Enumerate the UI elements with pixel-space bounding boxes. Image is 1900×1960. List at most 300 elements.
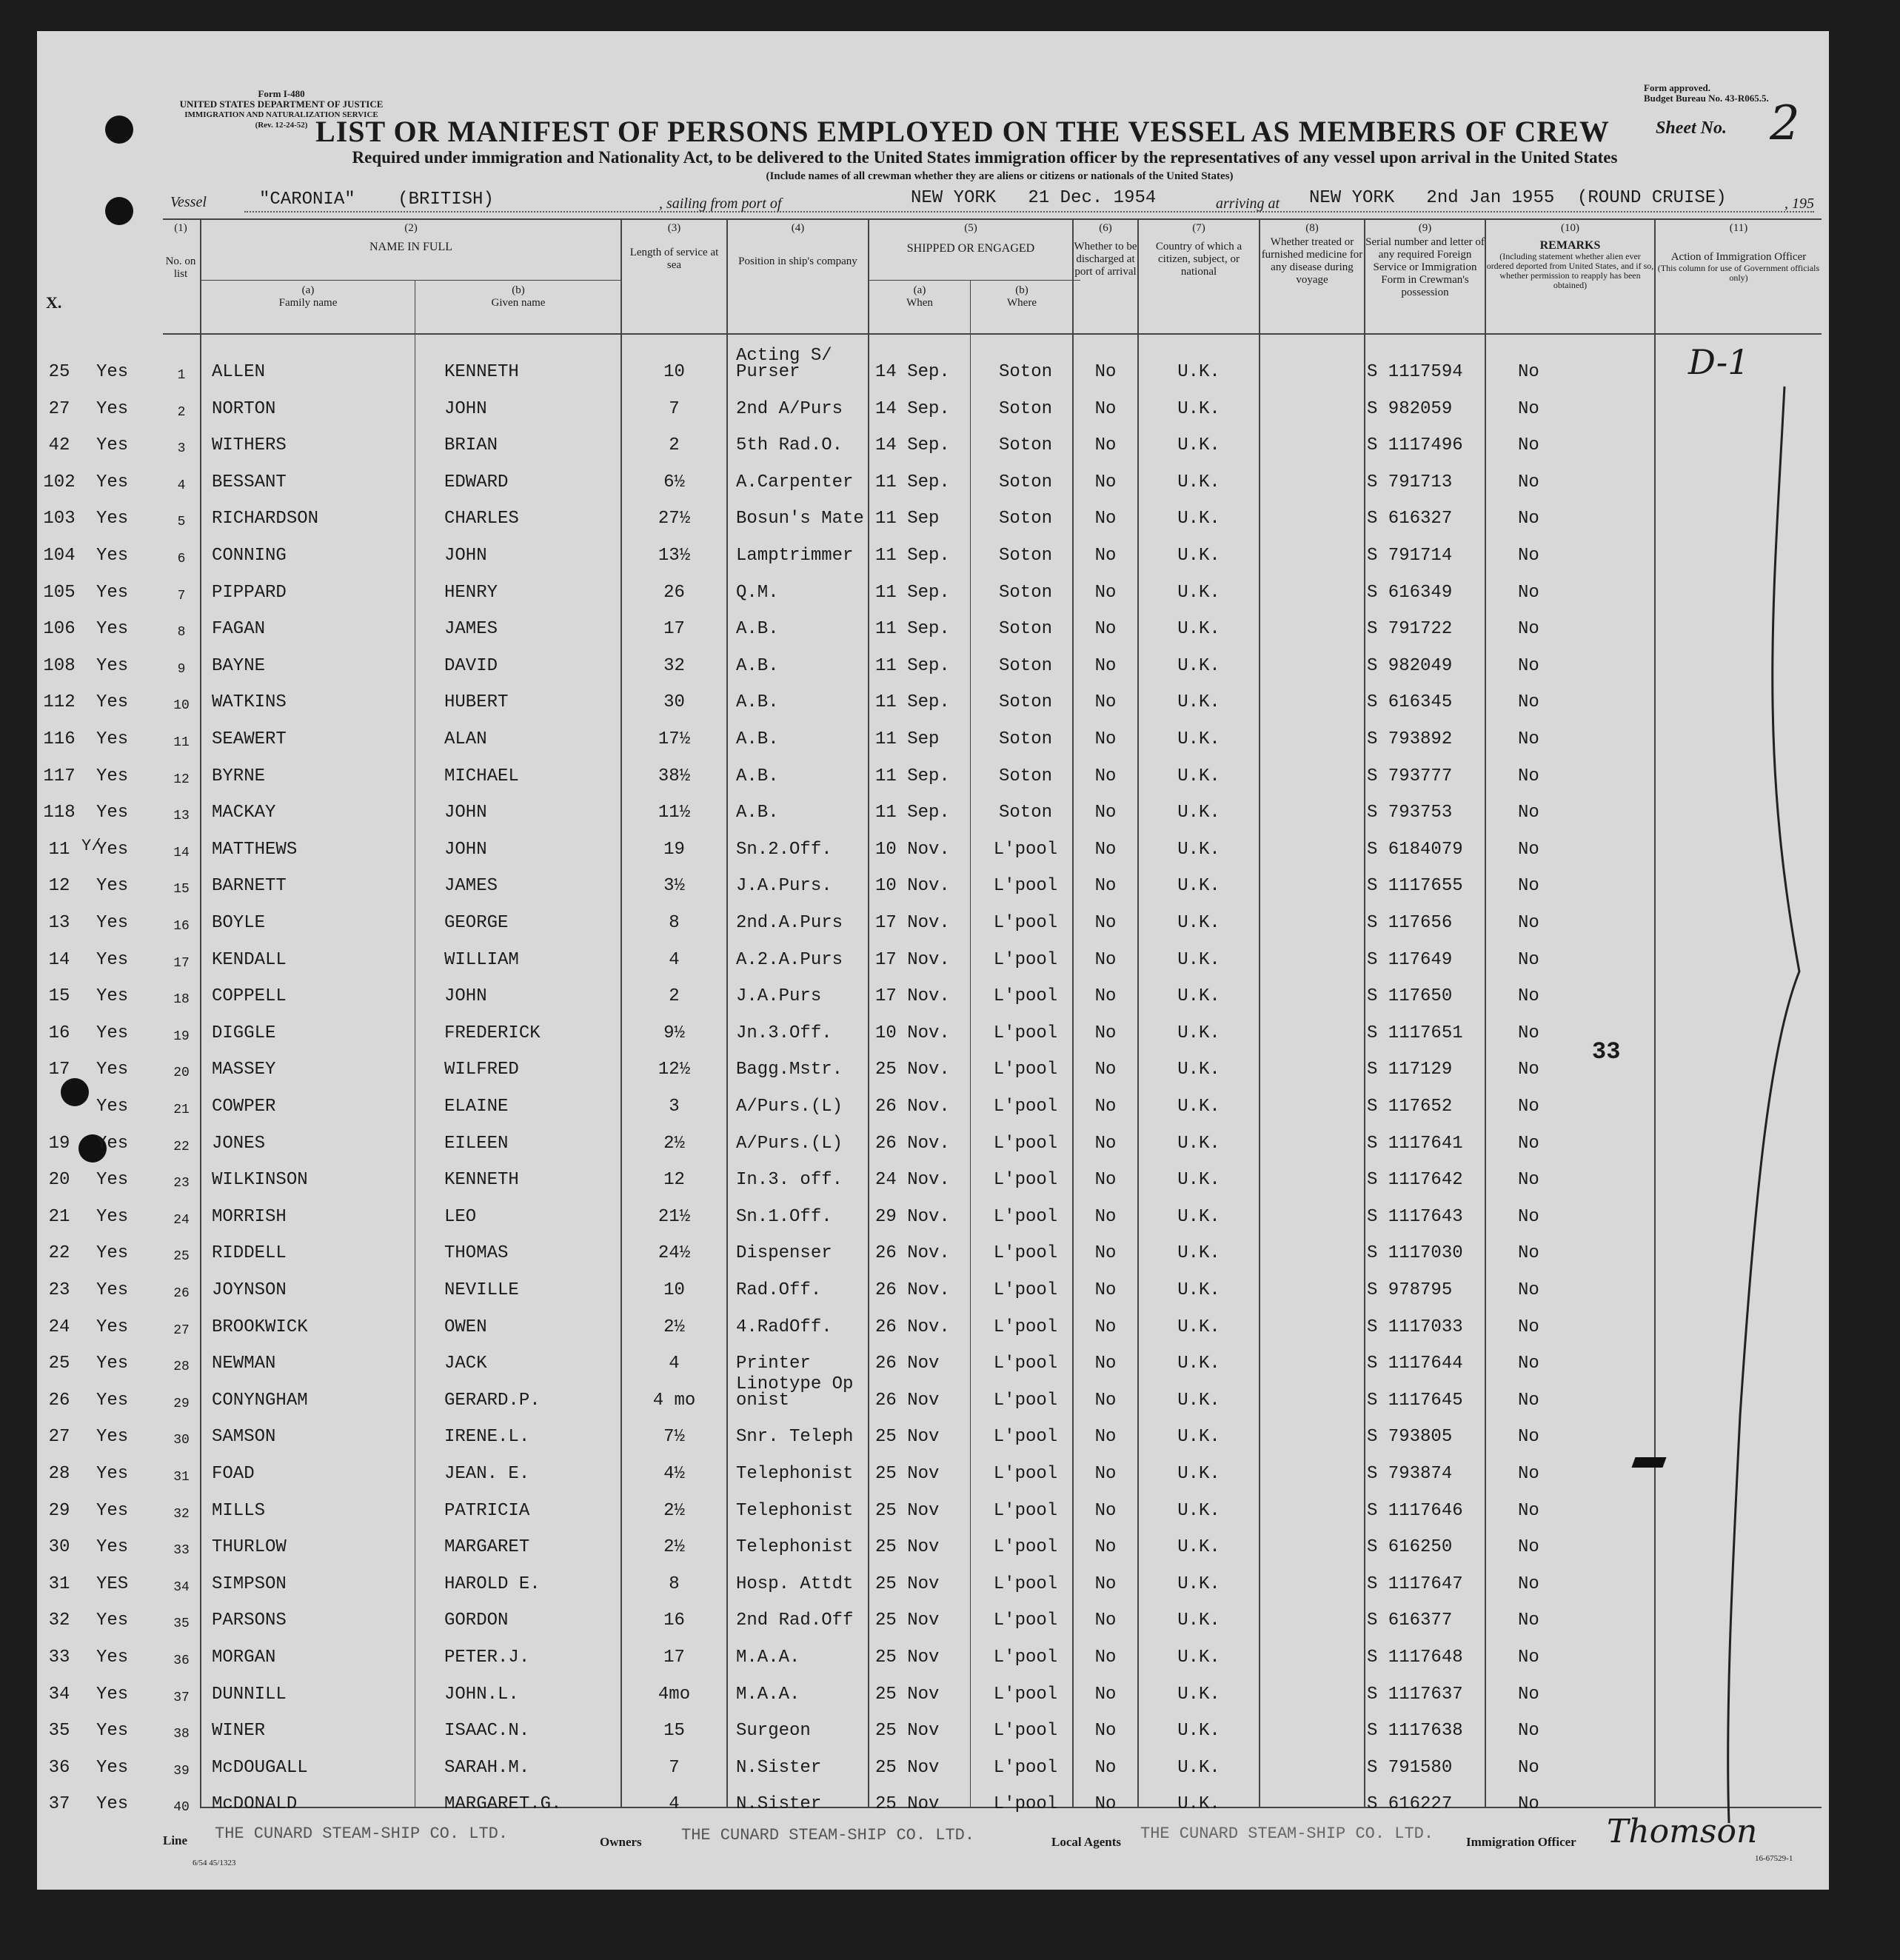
col-position-header: Position in ship's company bbox=[738, 255, 857, 267]
shipped-where: L'pool bbox=[993, 1684, 1058, 1705]
family-name: SEAWERT bbox=[212, 729, 287, 749]
shipped-when: 11 Sep. bbox=[875, 582, 950, 603]
serial-number: S 616349 bbox=[1367, 582, 1453, 603]
discharged: No bbox=[1094, 1354, 1117, 1374]
margin-number: 28 bbox=[48, 1464, 70, 1484]
position: A.B. bbox=[736, 803, 779, 823]
remarks: No bbox=[1518, 1023, 1539, 1043]
remarks: No bbox=[1518, 546, 1539, 566]
serial-number: S 616227 bbox=[1367, 1794, 1453, 1815]
family-name: WITHERS bbox=[212, 435, 287, 456]
list-number: 23 bbox=[173, 1176, 190, 1191]
margin-yes: Yes bbox=[96, 1317, 129, 1337]
shipped-where: L'pool bbox=[993, 1206, 1058, 1227]
form-number: Form I-480 bbox=[258, 88, 305, 99]
shipped-where: L'pool bbox=[993, 876, 1058, 897]
family-name: BROOKWICK bbox=[212, 1317, 308, 1337]
length-of-service: 17 bbox=[663, 619, 685, 640]
shipped-where: L'pool bbox=[993, 1133, 1058, 1154]
family-name: PIPPARD bbox=[212, 582, 287, 603]
shipped-where: L'pool bbox=[993, 1317, 1058, 1337]
position: J.A.Purs bbox=[736, 986, 822, 1007]
shipped-when: 26 Nov. bbox=[875, 1133, 950, 1154]
length-of-service: 4mo bbox=[658, 1684, 691, 1705]
given-name: KENNETH bbox=[444, 1170, 519, 1191]
serial-number: S 1117646 bbox=[1367, 1500, 1463, 1521]
shipped-when: 25 Nov bbox=[875, 1611, 940, 1631]
shipped-where: L'pool bbox=[993, 1354, 1058, 1374]
family-name: NEWMAN bbox=[212, 1354, 276, 1374]
col-remarks-header: REMARKS bbox=[1539, 239, 1601, 252]
position: Surgeon bbox=[736, 1721, 811, 1742]
country: U.K. bbox=[1177, 1170, 1220, 1191]
margin-yes: Yes bbox=[96, 1537, 129, 1558]
length-of-service: 4 mo bbox=[652, 1390, 696, 1411]
remarks: No bbox=[1518, 1794, 1539, 1815]
discharged: No bbox=[1094, 1648, 1117, 1668]
position: 4.RadOff. bbox=[736, 1317, 832, 1337]
margin-number: 37 bbox=[48, 1794, 70, 1815]
sailing-label: , sailing from port of bbox=[659, 195, 782, 212]
punch-hole bbox=[105, 116, 133, 144]
country: U.K. bbox=[1177, 1427, 1220, 1448]
given-name: MARGARET bbox=[444, 1537, 530, 1558]
list-number: 39 bbox=[173, 1763, 190, 1779]
shipped-when: 24 Nov. bbox=[875, 1170, 950, 1191]
position: Telephonist bbox=[736, 1464, 854, 1484]
shipped-when: 25 Nov bbox=[875, 1684, 940, 1705]
shipped-when: 25 Nov bbox=[875, 1500, 940, 1521]
given-name: JOHN bbox=[444, 986, 487, 1007]
margin-yes: Yes bbox=[96, 1097, 129, 1117]
given-name: EILEEN bbox=[444, 1133, 509, 1154]
col-remarks-note: (Including statement whether alien ever ordered deported from United States, and if so, whether permission to reapply has been obtained) bbox=[1486, 251, 1654, 290]
x-column-mark: X. bbox=[46, 293, 62, 312]
shipped-when: 25 Nov bbox=[875, 1537, 940, 1558]
serial-number: S 1117638 bbox=[1367, 1721, 1463, 1742]
given-name: BRIAN bbox=[444, 435, 498, 456]
margin-number: 16 bbox=[48, 1023, 70, 1043]
serial-number: S 1117594 bbox=[1367, 362, 1463, 382]
list-number: 28 bbox=[173, 1359, 190, 1375]
family-name: MORGAN bbox=[212, 1648, 276, 1668]
list-number: 17 bbox=[173, 955, 190, 971]
list-number: 36 bbox=[173, 1653, 190, 1668]
shipped-when: 10 Nov. bbox=[875, 876, 950, 897]
list-number: 33 bbox=[173, 1543, 190, 1559]
owners-label: Owners bbox=[600, 1835, 642, 1849]
form-revision: (Rev. 12-24-52) bbox=[255, 121, 308, 130]
serial-number: S 793777 bbox=[1367, 766, 1453, 786]
family-name: WINER bbox=[212, 1721, 266, 1742]
remarks: No bbox=[1518, 472, 1539, 492]
position: Telephonist bbox=[736, 1537, 854, 1558]
length-of-service: 10 bbox=[663, 362, 685, 382]
discharged: No bbox=[1094, 1537, 1117, 1558]
margin-number: 13 bbox=[48, 913, 70, 933]
discharged: No bbox=[1094, 1573, 1117, 1594]
serial-number: S 1117643 bbox=[1367, 1206, 1463, 1227]
vessel-name: "CARONIA" (BRITISH) bbox=[259, 190, 494, 210]
margin-yes: Yes bbox=[96, 1684, 129, 1705]
remarks: No bbox=[1518, 729, 1539, 749]
margin-number: 12 bbox=[48, 876, 70, 897]
remarks: No bbox=[1518, 876, 1539, 897]
discharged: No bbox=[1094, 1243, 1117, 1264]
serial-number: S 1117030 bbox=[1367, 1243, 1463, 1264]
cruise-note: (ROUND CRUISE) bbox=[1577, 188, 1727, 208]
budget-bureau: Budget Bureau No. 43-R065.5. bbox=[1644, 93, 1769, 104]
family-name: COWPER bbox=[212, 1097, 276, 1117]
list-number: 4 bbox=[177, 478, 186, 493]
line-label: Line bbox=[163, 1833, 188, 1847]
serial-number: S 982049 bbox=[1367, 655, 1453, 676]
line-value: THE CUNARD STEAM-SHIP CO. LTD. bbox=[215, 1824, 509, 1843]
sheet-label: Sheet No. bbox=[1656, 118, 1727, 138]
col-country-header: Country of which a citizen, subject, or national bbox=[1155, 241, 1242, 278]
margin-number: 25 bbox=[48, 362, 70, 382]
position: Rad.Off. bbox=[736, 1280, 822, 1300]
list-number: 31 bbox=[173, 1470, 190, 1485]
shipped-where: Soton bbox=[998, 546, 1052, 566]
country: U.K. bbox=[1177, 435, 1220, 456]
shipped-when: 14 Sep. bbox=[875, 435, 950, 456]
remarks: No bbox=[1518, 986, 1539, 1007]
immigration-officer-label: Immigration Officer bbox=[1466, 1835, 1576, 1849]
margin-yes: Yes bbox=[96, 546, 129, 566]
given-name: JOHN bbox=[444, 839, 487, 860]
remarks: No bbox=[1518, 1500, 1539, 1521]
length-of-service: 2 bbox=[669, 986, 680, 1007]
shipped-when: 17 Nov. bbox=[875, 986, 950, 1007]
discharged: No bbox=[1094, 1060, 1117, 1080]
country: U.K. bbox=[1177, 1464, 1220, 1484]
discharged: No bbox=[1094, 1023, 1117, 1043]
discharged: No bbox=[1094, 1280, 1117, 1300]
given-name: JOHN.L. bbox=[444, 1684, 519, 1705]
discharged: No bbox=[1094, 949, 1117, 970]
col-list-number-header: No. on list bbox=[165, 255, 196, 280]
col-6-number: (6) bbox=[1099, 222, 1112, 234]
country: U.K. bbox=[1177, 839, 1220, 860]
remarks: No bbox=[1518, 949, 1539, 970]
col-7-number: (7) bbox=[1192, 222, 1205, 234]
local-agents-value: THE CUNARD STEAM-SHIP CO. LTD. bbox=[1140, 1824, 1434, 1843]
discharged: No bbox=[1094, 913, 1117, 933]
given-name: WILLIAM bbox=[444, 949, 519, 970]
vessel-label: Vessel bbox=[170, 194, 207, 210]
country: U.K. bbox=[1177, 1537, 1220, 1558]
family-name: BYRNE bbox=[212, 766, 266, 786]
family-name: WILKINSON bbox=[212, 1170, 308, 1191]
shipped-where: L'pool bbox=[993, 1721, 1058, 1742]
list-number: 12 bbox=[173, 772, 190, 787]
family-name: MATTHEWS bbox=[212, 839, 298, 860]
discharged: No bbox=[1094, 839, 1117, 860]
family-name: JOYNSON bbox=[212, 1280, 287, 1300]
given-name: PATRICIA bbox=[444, 1500, 530, 1521]
manifest-sheet bbox=[37, 31, 1829, 1890]
shipped-where: L'pool bbox=[993, 1023, 1058, 1043]
margin-yes: Yes bbox=[96, 509, 129, 529]
margin-yes: Yes bbox=[96, 1206, 129, 1227]
margin-yes: Yes bbox=[96, 1721, 129, 1742]
owners-value: THE CUNARD STEAM-SHIP CO. LTD. bbox=[681, 1826, 975, 1844]
family-name: MILLS bbox=[212, 1500, 266, 1521]
length-of-service: 24½ bbox=[658, 1243, 691, 1264]
length-of-service: 2½ bbox=[663, 1537, 685, 1558]
arriving-port-date: NEW YORK 2nd Jan 1955 bbox=[1309, 188, 1555, 208]
margin-yes: Yes bbox=[96, 766, 129, 786]
serial-number: S 117650 bbox=[1367, 986, 1453, 1007]
remarks: No bbox=[1518, 1354, 1539, 1374]
serial-number: S 616377 bbox=[1367, 1611, 1453, 1631]
margin-number: 22 bbox=[48, 1243, 70, 1264]
shipped-where: Soton bbox=[998, 803, 1052, 823]
col-serial-header: Serial number and letter of any required Foreign Service or Immigration Form in Crewman's possession bbox=[1365, 236, 1485, 298]
given-name: ISAAC.N. bbox=[444, 1721, 530, 1742]
discharged: No bbox=[1094, 655, 1117, 676]
length-of-service: 3½ bbox=[663, 876, 685, 897]
family-name: BOYLE bbox=[212, 913, 266, 933]
length-of-service: 7 bbox=[669, 398, 680, 419]
shipped-when: 11 Sep. bbox=[875, 766, 950, 786]
country: U.K. bbox=[1177, 803, 1220, 823]
country: U.K. bbox=[1177, 582, 1220, 603]
list-number: 27 bbox=[173, 1322, 190, 1338]
shipped-when: 11 Sep. bbox=[875, 472, 950, 492]
list-number: 20 bbox=[173, 1066, 190, 1081]
given-name: GERARD.P. bbox=[444, 1390, 541, 1411]
shipped-when: 11 Sep. bbox=[875, 655, 950, 676]
shipped-where: Soton bbox=[998, 619, 1052, 640]
margin-yes: Yes bbox=[96, 876, 129, 897]
list-number: 26 bbox=[173, 1286, 190, 1301]
position: A.B. bbox=[736, 766, 779, 786]
shipped-where: L'pool bbox=[993, 1060, 1058, 1080]
country: U.K. bbox=[1177, 1317, 1220, 1337]
serial-number: S 1117641 bbox=[1367, 1133, 1463, 1154]
position: 5th Rad.O. bbox=[736, 435, 843, 456]
shipped-where: L'pool bbox=[993, 1170, 1058, 1191]
remarks: No bbox=[1518, 509, 1539, 529]
margin-number: 32 bbox=[48, 1611, 70, 1631]
margin-yes: Yes bbox=[96, 1060, 129, 1080]
length-of-service: 38½ bbox=[658, 766, 691, 786]
shipped-where: Soton bbox=[998, 398, 1052, 419]
family-name: McDOUGALL bbox=[212, 1757, 308, 1778]
col-name-header: NAME IN FULL bbox=[369, 241, 452, 253]
shipped-when: 25 Nov bbox=[875, 1757, 940, 1778]
position: 2nd A/Purs bbox=[736, 398, 843, 419]
length-of-service: 15 bbox=[663, 1721, 685, 1742]
list-number: 19 bbox=[173, 1029, 190, 1044]
margin-number: 35 bbox=[48, 1721, 70, 1742]
given-name: OWEN bbox=[444, 1317, 487, 1337]
discharged: No bbox=[1094, 398, 1117, 419]
given-name: JAMES bbox=[444, 876, 498, 897]
position: In.3. off. bbox=[736, 1170, 843, 1191]
shipped-where: L'pool bbox=[993, 1280, 1058, 1300]
margin-number: 26 bbox=[48, 1390, 70, 1411]
discharged: No bbox=[1094, 1097, 1117, 1117]
remarks: No bbox=[1518, 803, 1539, 823]
country: U.K. bbox=[1177, 766, 1220, 786]
country: U.K. bbox=[1177, 1573, 1220, 1594]
family-name: CONNING bbox=[212, 546, 287, 566]
col-9-number: (9) bbox=[1418, 222, 1432, 234]
discharged: No bbox=[1094, 619, 1117, 640]
serial-number: S 1117644 bbox=[1367, 1354, 1463, 1374]
length-of-service: 8 bbox=[669, 913, 680, 933]
list-number: 1 bbox=[177, 368, 186, 383]
discharged: No bbox=[1094, 1206, 1117, 1227]
remarks: No bbox=[1518, 1317, 1539, 1337]
serial-number: S 982059 bbox=[1367, 398, 1453, 419]
margin-number: 104 bbox=[43, 546, 76, 566]
discharged: No bbox=[1094, 546, 1117, 566]
margin-yes: Yes bbox=[96, 1243, 129, 1264]
shipped-where: Soton bbox=[998, 655, 1052, 676]
serial-number: S 6184079 bbox=[1367, 839, 1463, 860]
shipped-where: Soton bbox=[998, 766, 1052, 786]
shipped-when: 29 Nov. bbox=[875, 1206, 950, 1227]
country: U.K. bbox=[1177, 1097, 1220, 1117]
margin-yes: YES bbox=[96, 1573, 129, 1594]
given-name: JEAN. E. bbox=[444, 1464, 530, 1484]
remarks: No bbox=[1518, 1060, 1539, 1080]
remarks: No bbox=[1518, 766, 1539, 786]
serial-number: S 117649 bbox=[1367, 949, 1453, 970]
position: A.B. bbox=[736, 729, 779, 749]
list-number: 37 bbox=[173, 1690, 190, 1705]
length-of-service: 2½ bbox=[663, 1133, 685, 1154]
shipped-when: 25 Nov bbox=[875, 1794, 940, 1815]
col-when-header: (a) When bbox=[906, 284, 933, 309]
handwritten-bracket-line bbox=[1710, 379, 1807, 1830]
margin-number: 33 bbox=[48, 1648, 70, 1668]
remarks: No bbox=[1518, 692, 1539, 713]
margin-yes: Yes bbox=[96, 472, 129, 492]
remarks: No bbox=[1518, 435, 1539, 456]
given-name: LEO bbox=[444, 1206, 477, 1227]
serial-number: S 1117637 bbox=[1367, 1684, 1463, 1705]
margin-number: 117 bbox=[43, 766, 76, 786]
given-name: JAMES bbox=[444, 619, 498, 640]
given-name: JOHN bbox=[444, 803, 487, 823]
shipped-where: L'pool bbox=[993, 1390, 1058, 1411]
col-action-note: (This column for use of Government officials only) bbox=[1657, 263, 1820, 283]
margin-number: 36 bbox=[48, 1757, 70, 1778]
family-name: COPPELL bbox=[212, 986, 287, 1007]
country: U.K. bbox=[1177, 619, 1220, 640]
country: U.K. bbox=[1177, 1611, 1220, 1631]
position: Dispenser bbox=[736, 1243, 832, 1264]
country: U.K. bbox=[1177, 1023, 1220, 1043]
shipped-when: 25 Nov bbox=[875, 1648, 940, 1668]
shipped-when: 17 Nov. bbox=[875, 913, 950, 933]
length-of-service: 19 bbox=[663, 839, 685, 860]
length-of-service: 10 bbox=[663, 1280, 685, 1300]
serial-number: S 793892 bbox=[1367, 729, 1453, 749]
shipped-when: 17 Nov. bbox=[875, 949, 950, 970]
include-note: (Include names of all crewman whether they are aliens or citizens or nationals of the United States) bbox=[766, 170, 1234, 182]
length-of-service: 4 bbox=[669, 1794, 680, 1815]
discharged: No bbox=[1094, 803, 1117, 823]
list-number: 38 bbox=[173, 1727, 190, 1742]
form-approved: Form approved. bbox=[1644, 82, 1711, 93]
page-subtitle: Required under immigration and Nationality Act, to be delivered to the United States immigration officer by the representatives of any vessel upon arrival in the United States bbox=[352, 148, 1618, 167]
list-number: 21 bbox=[173, 1103, 190, 1117]
family-name: McDONALD bbox=[212, 1794, 298, 1815]
col-medicine-header: Whether treated or furnished medicine for any disease during voyage bbox=[1261, 236, 1363, 286]
shipped-where: L'pool bbox=[993, 839, 1058, 860]
position: Snr. Teleph bbox=[736, 1427, 854, 1448]
margin-yes: Yes bbox=[96, 949, 129, 970]
country: U.K. bbox=[1177, 876, 1220, 897]
length-of-service: 6½ bbox=[663, 472, 685, 492]
margin-yes: Yes bbox=[96, 435, 129, 456]
discharged: No bbox=[1094, 1684, 1117, 1705]
margin-number: 27 bbox=[48, 398, 70, 419]
serial-number: S 1117642 bbox=[1367, 1170, 1463, 1191]
position: J.A.Purs. bbox=[736, 876, 832, 897]
position: 2nd.A.Purs bbox=[736, 913, 843, 933]
given-name: HAROLD E. bbox=[444, 1573, 541, 1594]
shipped-when: 11 Sep. bbox=[875, 692, 950, 713]
length-of-service: 27½ bbox=[658, 509, 691, 529]
remarks: No bbox=[1518, 1611, 1539, 1631]
col-10-number: (10) bbox=[1561, 222, 1579, 234]
serial-number: S 978795 bbox=[1367, 1280, 1453, 1300]
position: A/Purs.(L) bbox=[736, 1097, 843, 1117]
remarks: No bbox=[1518, 1757, 1539, 1778]
shipped-when: 11 Sep bbox=[875, 729, 940, 749]
given-name: THOMAS bbox=[444, 1243, 509, 1264]
remarks: No bbox=[1518, 619, 1539, 640]
shipped-where: L'pool bbox=[993, 1464, 1058, 1484]
margin-yes: Yes bbox=[96, 655, 129, 676]
col-3-number: (3) bbox=[667, 222, 681, 234]
shipped-when: 14 Sep. bbox=[875, 398, 950, 419]
country: U.K. bbox=[1177, 1133, 1220, 1154]
list-number: 35 bbox=[173, 1616, 190, 1632]
y-mark: Y/ bbox=[81, 837, 101, 855]
family-name: CONYNGHAM bbox=[212, 1390, 308, 1411]
shipped-when: 11 Sep. bbox=[875, 546, 950, 566]
remarks: No bbox=[1518, 1097, 1539, 1117]
discharged: No bbox=[1094, 582, 1117, 603]
length-of-service: 4½ bbox=[663, 1464, 685, 1484]
length-of-service: 12 bbox=[663, 1170, 685, 1191]
officer-annotation: D-1 bbox=[1688, 342, 1750, 382]
given-name: NEVILLE bbox=[444, 1280, 519, 1300]
arriving-label: arriving at bbox=[1216, 195, 1280, 212]
department-name: UNITED STATES DEPARTMENT OF JUSTICE bbox=[179, 98, 384, 110]
length-of-service: 7 bbox=[669, 1757, 680, 1778]
margin-number: 34 bbox=[48, 1684, 70, 1705]
shipped-where: Soton bbox=[998, 435, 1052, 456]
margin-number: 103 bbox=[43, 509, 76, 529]
margin-yes: Yes bbox=[96, 1354, 129, 1374]
length-of-service: 7½ bbox=[663, 1427, 685, 1448]
given-name: SARAH.M. bbox=[444, 1757, 530, 1778]
serial-number: S 117129 bbox=[1367, 1060, 1453, 1080]
shipped-where: L'pool bbox=[993, 1243, 1058, 1264]
local-agents-label: Local Agents bbox=[1051, 1835, 1121, 1849]
length-of-service: 4 bbox=[669, 949, 680, 970]
length-of-service: 8 bbox=[669, 1573, 680, 1594]
